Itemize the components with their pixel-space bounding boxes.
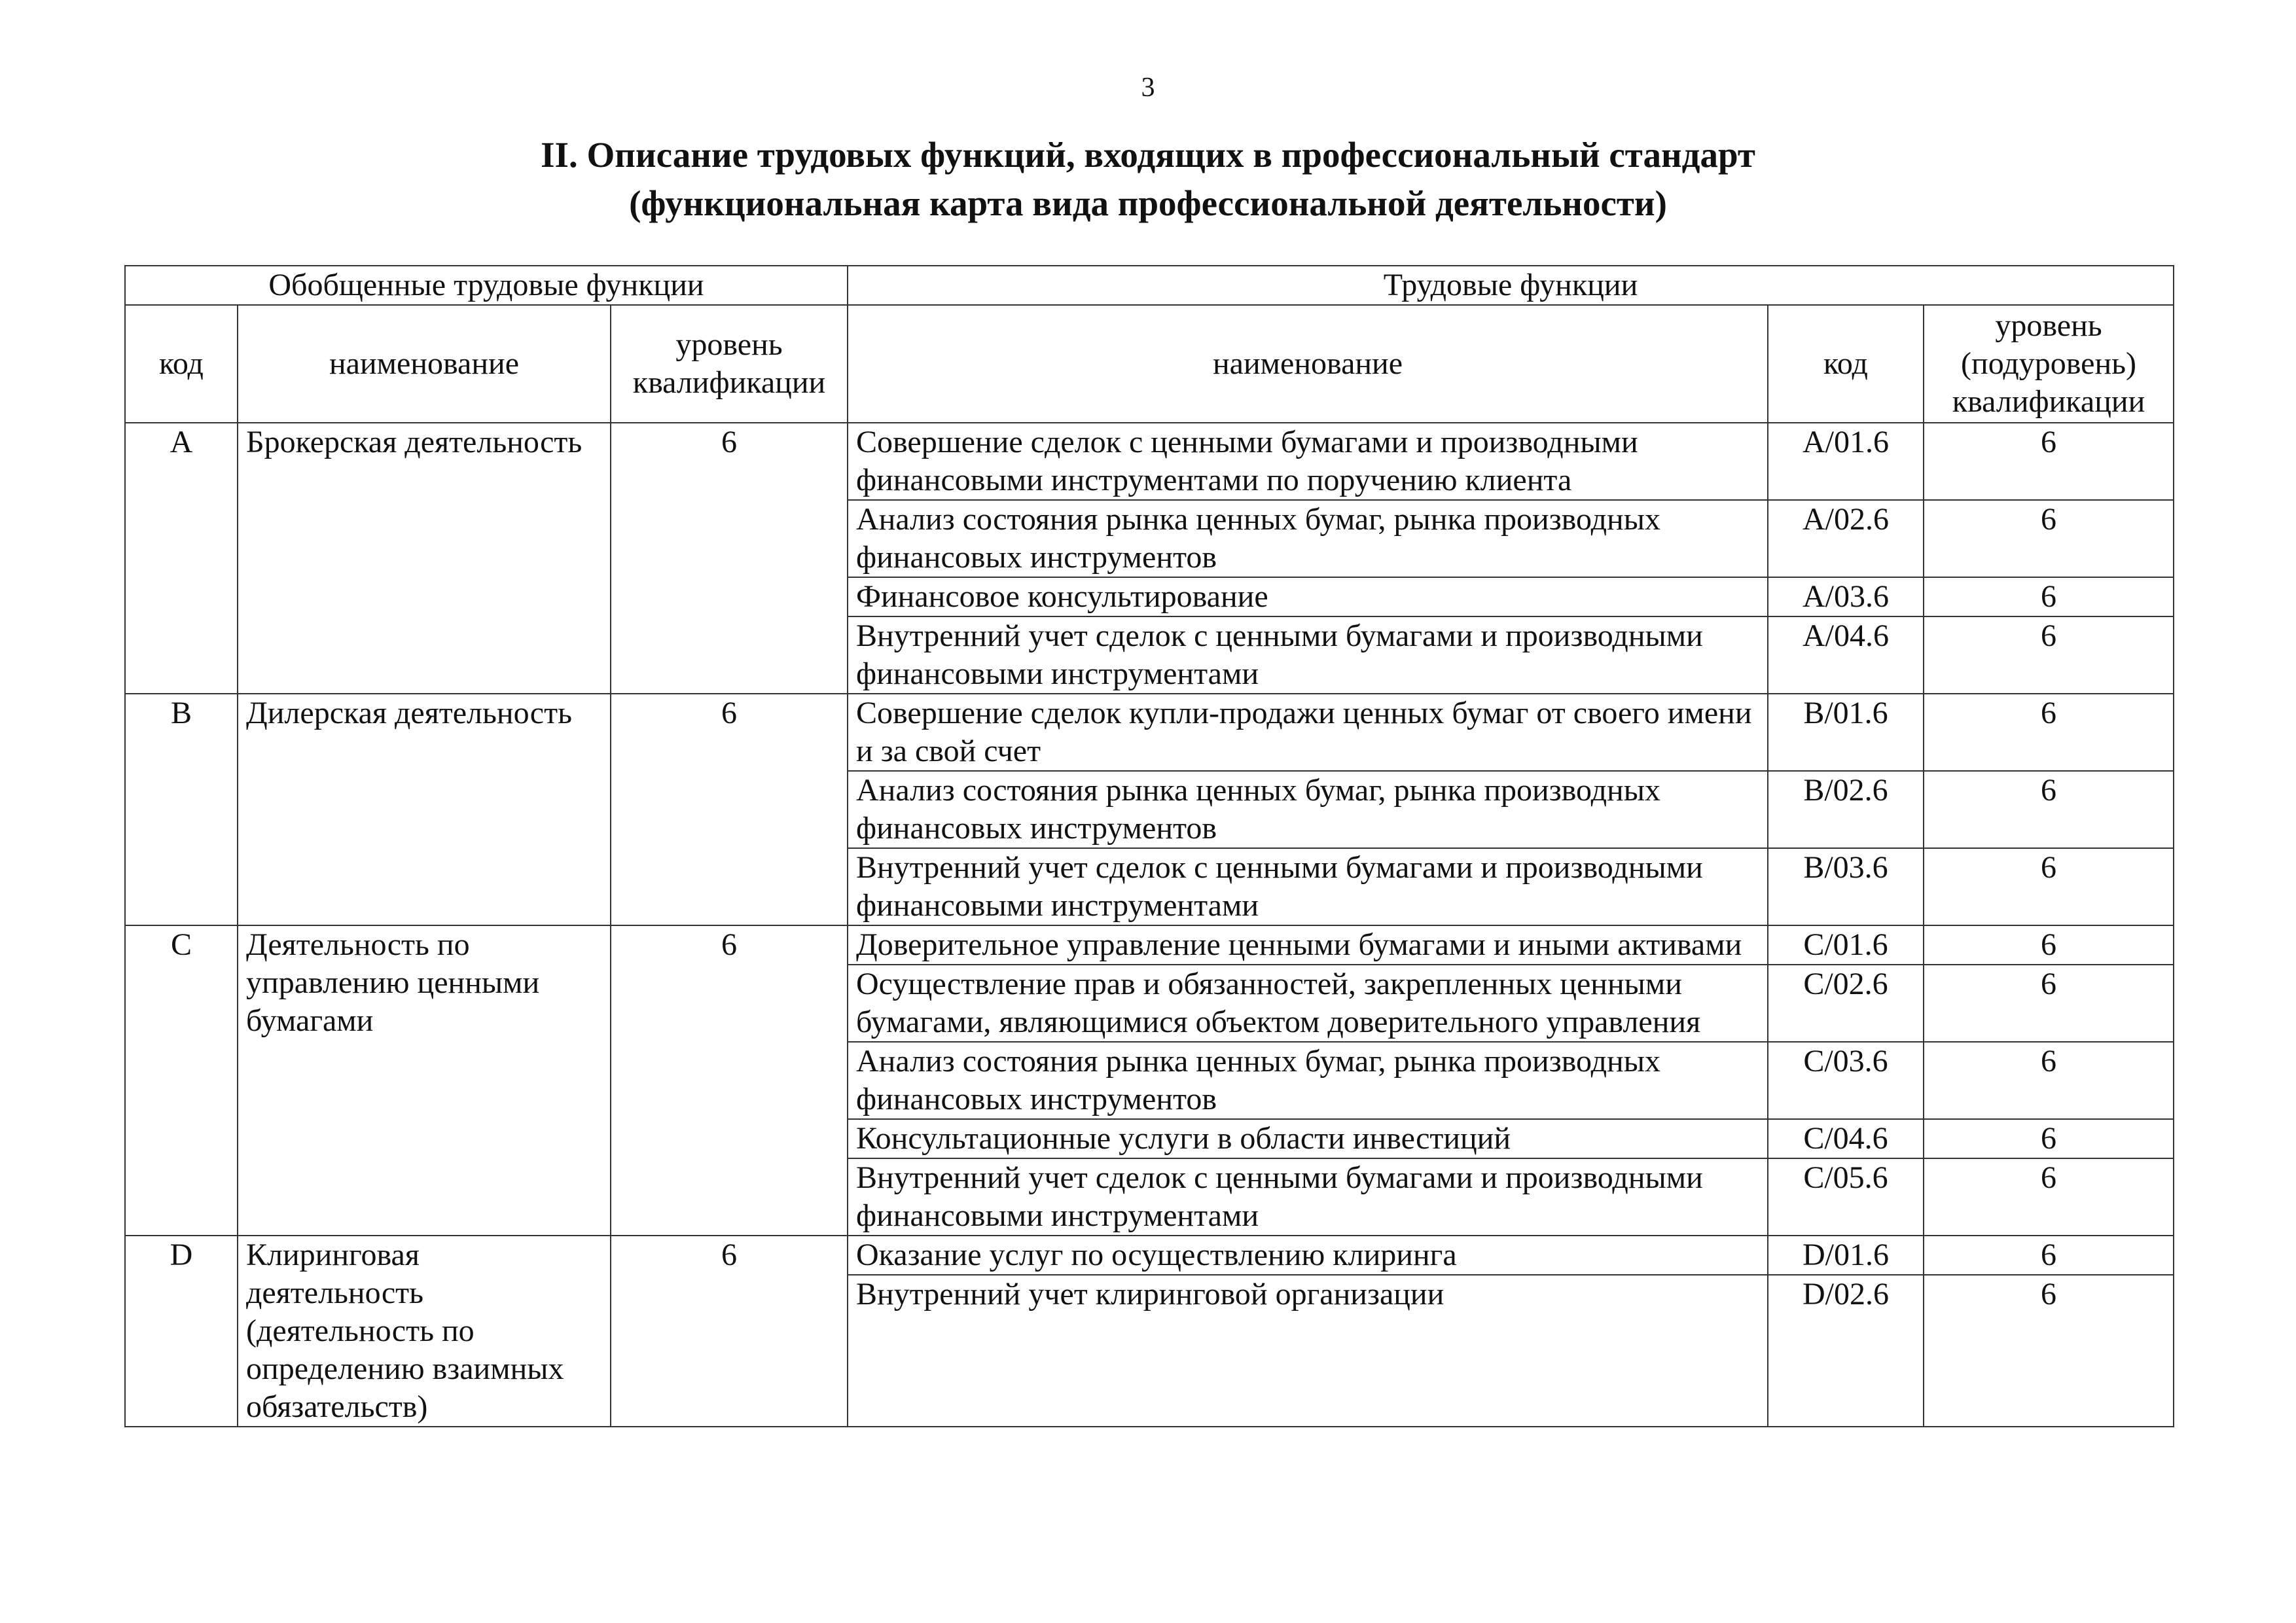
- function-level: 6: [1924, 1119, 2174, 1158]
- function-level: 6: [1924, 1275, 2174, 1427]
- function-name: Внутренний учет клиринговой организации: [848, 1275, 1768, 1427]
- title-line-1: II. Описание трудовых функций, входящих в профессиональный стандарт: [541, 135, 1755, 175]
- function-code: B/01.6: [1768, 694, 1924, 771]
- function-name: Оказание услуг по осуществлению клиринга: [848, 1236, 1768, 1275]
- function-level: 6: [1924, 848, 2174, 925]
- group-level: 6: [611, 925, 848, 1236]
- header-gen-name: наименование: [238, 305, 611, 423]
- table-row: [125, 925, 2174, 965]
- function-code: C/03.6: [1768, 1042, 1924, 1119]
- table-row: [125, 1236, 2174, 1275]
- function-name: Доверительное управление ценными бумагами и иными активами: [848, 925, 1768, 965]
- header-gen-code: код: [125, 305, 238, 423]
- function-name: Анализ состояния рынка ценных бумаг, рынка производных финансовых инструментов: [848, 500, 1768, 577]
- function-code: C/05.6: [1768, 1158, 1924, 1236]
- function-name: Внутренний учет сделок с ценными бумагами и производными финансовыми инструментами: [848, 848, 1768, 925]
- function-level: 6: [1924, 1236, 2174, 1275]
- function-code: B/03.6: [1768, 848, 1924, 925]
- function-code: A/02.6: [1768, 500, 1924, 577]
- header-generalized-functions: Обобщенные трудовые функции: [125, 266, 848, 305]
- function-level: 6: [1924, 925, 2174, 965]
- function-code: B/02.6: [1768, 771, 1924, 848]
- group-header-row: [125, 266, 2174, 305]
- header-gen-level: уровень квалификации: [611, 305, 848, 423]
- page-title: [0, 131, 2296, 228]
- group-name: Деятельность по управлению ценными бумагами: [238, 925, 611, 1236]
- group-name: Брокерская деятельность: [238, 423, 611, 694]
- function-level: 6: [1924, 1158, 2174, 1236]
- function-code: C/04.6: [1768, 1119, 1924, 1158]
- function-name: Анализ состояния рынка ценных бумаг, рынка производных финансовых инструментов: [848, 771, 1768, 848]
- group-level: 6: [611, 423, 848, 694]
- group-level: 6: [611, 694, 848, 925]
- function-level: 6: [1924, 694, 2174, 771]
- function-code: A/03.6: [1768, 577, 1924, 616]
- function-code: D/02.6: [1768, 1275, 1924, 1427]
- function-level: 6: [1924, 500, 2174, 577]
- function-level: 6: [1924, 423, 2174, 500]
- function-code: A/04.6: [1768, 616, 1924, 694]
- group-name: Дилерская деятельность: [238, 694, 611, 925]
- function-level: 6: [1924, 965, 2174, 1042]
- function-name: Совершение сделок купли-продажи ценных бумаг от своего имени и за свой счет: [848, 694, 1768, 771]
- function-name: Совершение сделок с ценными бумагами и производными финансовыми инструментами по поручению клиента: [848, 423, 1768, 500]
- function-level: 6: [1924, 1042, 2174, 1119]
- function-code: C/02.6: [1768, 965, 1924, 1042]
- function-level: 6: [1924, 577, 2174, 616]
- table-row: [125, 423, 2174, 500]
- function-code: C/01.6: [1768, 925, 1924, 965]
- column-header-row: [125, 305, 2174, 423]
- function-level: 6: [1924, 771, 2174, 848]
- function-name: Анализ состояния рынка ценных бумаг, рынка производных финансовых инструментов: [848, 1042, 1768, 1119]
- functional-map-table: [124, 265, 2174, 1427]
- function-name: Внутренний учет сделок с ценными бумагами и производными финансовыми инструментами: [848, 616, 1768, 694]
- function-code: A/01.6: [1768, 423, 1924, 500]
- header-tf-code: код: [1768, 305, 1924, 423]
- page-number: 3: [1141, 73, 1155, 103]
- function-name: Консультационные услуги в области инвестиций: [848, 1119, 1768, 1158]
- group-name: Клиринговая деятельность (деятельность по определению взаимных обязательств): [238, 1236, 611, 1427]
- group-code: C: [125, 925, 238, 1236]
- function-code: D/01.6: [1768, 1236, 1924, 1275]
- function-name: Внутренний учет сделок с ценными бумагами и производными финансовыми инструментами: [848, 1158, 1768, 1236]
- table-row: [125, 694, 2174, 771]
- header-labor-functions: Трудовые функции: [848, 266, 2174, 305]
- group-code: A: [125, 423, 238, 694]
- function-level: 6: [1924, 616, 2174, 694]
- group-level: 6: [611, 1236, 848, 1427]
- header-tf-level: уровень (подуровень) квалификации: [1924, 305, 2174, 423]
- group-code: D: [125, 1236, 238, 1427]
- title-line-2: (функциональная карта вида профессиональной деятельности): [629, 183, 1667, 223]
- function-name: Финансовое консультирование: [848, 577, 1768, 616]
- function-name: Осуществление прав и обязанностей, закрепленных ценными бумагами, являющимися объектом доверительного управления: [848, 965, 1768, 1042]
- header-tf-name: наименование: [848, 305, 1768, 423]
- group-code: B: [125, 694, 238, 925]
